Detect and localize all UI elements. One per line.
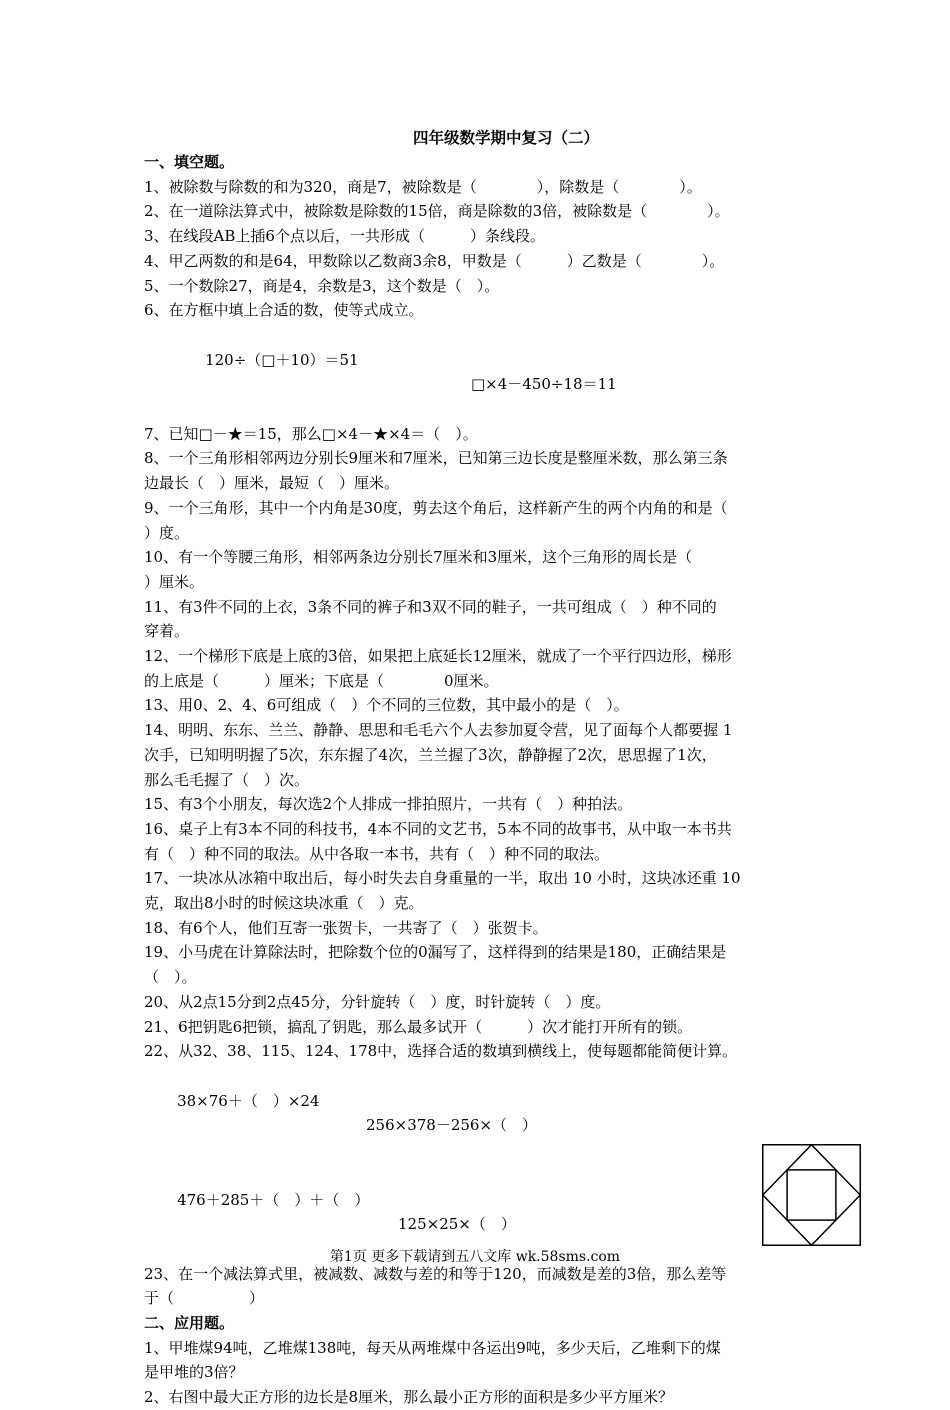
question-22-expressions-row-1 <box>144 1064 808 1163</box>
expression-3: 476＋285＋（ ）＋（ ） <box>177 1190 370 1209</box>
question-14-line-1: 14、明明、东东、兰兰、静静、思思和毛毛六个人去参加夏令营，见了面每个人都要握 1 <box>144 721 733 740</box>
application-1-line-2: 是甲堆的3倍？ <box>144 1363 244 1382</box>
expression-1: 38×76＋（ ）×24 <box>177 1091 320 1110</box>
question-8-line-2: 边最长（ ）厘米，最短（ ）厘米。 <box>144 474 400 493</box>
application-2: 2、右图中最大正方形的边长是8厘米，那么最小正方形的面积是多少平方厘米？ <box>144 1388 674 1407</box>
question-1: 1、被除数与除数的和为320，商是7，被除数是（ ），除数是（ ）。 <box>144 177 702 196</box>
question-15: 15、有3个小朋友，每次选2个人排成一排拍照片，一共有（ ）种拍法。 <box>144 795 633 814</box>
application-1-line-1: 1、甲堆煤94吨，乙堆煤138吨，每天从两堆煤中各运出9吨，多少天后，乙堆剩下的煤 <box>144 1338 721 1357</box>
nested-squares-figure <box>762 1144 861 1246</box>
question-7: 7、已知□－★＝15，那么□×4－★×4＝（ ）。 <box>144 424 478 443</box>
question-22: 22、从32、38、115、124、178中，选择合适的数填到横线上，使每题都能简便计算。 <box>144 1042 738 1061</box>
question-3: 3、在线段AB上插6个点以后，一共形成（ ）条线段。 <box>144 227 545 246</box>
equation-1: 120÷（□＋10）＝51 <box>205 350 359 369</box>
question-19-line-1: 19、小马虎在计算除法时，把除数个位的0漏写了，这样得到的结果是180，正确结果是 <box>144 943 727 962</box>
question-8-line-1: 8、一个三角形相邻两边分别长9厘米和7厘米，已知第三边长度是整厘米数，那么第三条 <box>144 449 728 468</box>
question-17-line-1: 17、一块冰从冰箱中取出后，每小时失去自身重量的一半，取出 10 小时，这块冰还重 10 <box>144 869 741 888</box>
question-12-line-1: 12、一个梯形下底是上底的3倍，如果把上底延长12厘米，就成了一个平行四边形，梯形 <box>144 647 732 666</box>
section-heading-applications: 二、应用题。 <box>144 1314 235 1333</box>
question-18: 18、有6个人，他们互寄一张贺卡，一共寄了（ ）张贺卡。 <box>144 918 548 937</box>
question-10-line-1: 10、有一个等腰三角形，相邻两条边分别长7厘米和3厘米，这个三角形的周长是（ <box>144 548 693 567</box>
outer-square <box>763 1145 861 1246</box>
question-10-line-2: ）厘米。 <box>144 572 205 591</box>
question-11-line-1: 11、有3件不同的上衣，3条不同的裤子和3双不同的鞋子，一共可组成（ ）种不同的 <box>144 597 717 616</box>
question-6: 6、在方框中填上合适的数，使等式成立。 <box>144 301 424 320</box>
question-4: 4、甲乙两数的和是64，甲数除以乙数商3余8，甲数是（ ）乙数是（ ）。 <box>144 251 725 270</box>
question-21: 21、6把钥匙6把锁，搞乱了钥匙，那么最多试开（ ）次才能打开所有的锁。 <box>144 1017 693 1036</box>
question-23-line-1: 23、在一个减法算式里，被减数、减数与差的和等于120，而减数是差的3倍，那么差等 <box>144 1264 727 1283</box>
expression-2: 256×378－256×（ ） <box>366 1116 538 1135</box>
question-9-line-2: ）度。 <box>144 523 190 542</box>
question-19-line-2: （ ）。 <box>144 968 197 987</box>
question-17-line-2: 克，取出8小时的时候这块冰重（ ）克。 <box>144 894 424 913</box>
equation-2: □×4－450÷18＝11 <box>471 375 617 394</box>
section-heading-fill-in: 一、填空题。 <box>144 153 235 171</box>
expression-4: 125×25×（ ） <box>398 1215 516 1234</box>
question-20: 20、从2点15分到2点45分，分针旋转（ ）度，时针旋转（ ）度。 <box>144 992 611 1011</box>
question-13: 13、用0、2、4、6可组成（ ）个不同的三位数，其中最小的是（ ）。 <box>144 696 629 715</box>
inner-square <box>787 1170 836 1220</box>
question-16-line-2: 有（ ）种不同的取法。从中各取一本书，共有（ ）种不同的取法。 <box>144 844 610 863</box>
question-5: 5、一个数除27，商是4，余数是3，这个数是（ ）。 <box>144 276 500 295</box>
question-14-line-2: 次手，已知明明握了5次，东东握了4次，兰兰握了3次，静静握了2次，思思握了1次， <box>144 745 717 764</box>
document-body <box>144 126 808 1410</box>
question-16-line-1: 16、桌子上有3本不同的科技书，4本不同的文艺书，5本不同的故事书，从中取一本书共 <box>144 819 732 838</box>
question-6-equations <box>144 323 808 422</box>
page-footer: 第1页 更多下载请到五八文库 wk.58sms.com <box>329 1249 621 1265</box>
page-title: 四年级数学期中复习（二） <box>412 128 599 147</box>
question-12-line-2: 的上底是（ ）厘米；下底是（ 0厘米。 <box>144 671 499 690</box>
question-14-line-3: 那么毛毛握了（ ）次。 <box>144 770 310 789</box>
middle-rotated-square <box>763 1145 861 1246</box>
question-2: 2、在一道除法算式中，被除数是除数的15倍，商是除数的3倍，被除数是（ ）。 <box>144 202 730 221</box>
question-11-line-2: 穿着。 <box>144 622 190 641</box>
question-9-line-1: 9、一个三角形，其中一个内角是30度，剪去这个角后，这样新产生的两个内角的和是（ <box>144 498 728 517</box>
question-23-line-2: 于（ ） <box>144 1289 265 1308</box>
